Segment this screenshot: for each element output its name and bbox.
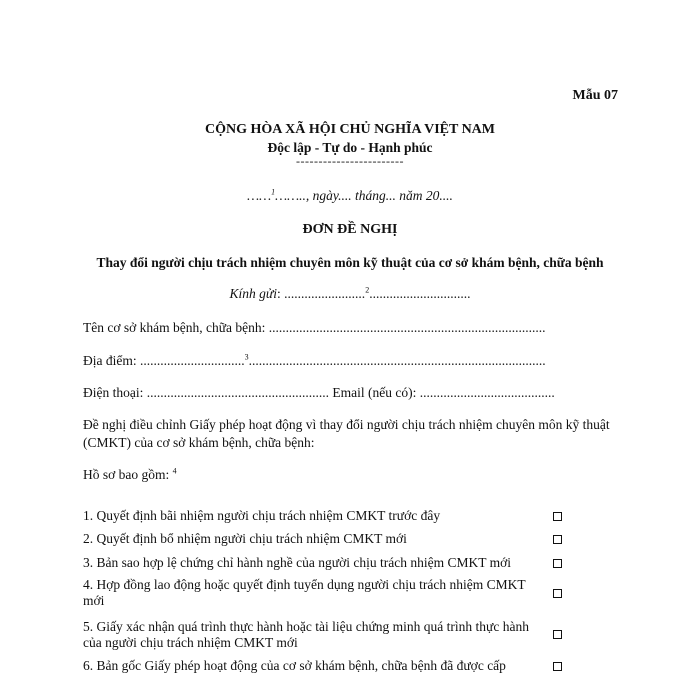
dossier-item-2: 2. Quyết định bổ nhiệm người chịu trách nhiệm CMKT mới <box>83 531 407 546</box>
dateline <box>0 188 700 204</box>
recipient-line <box>0 286 700 302</box>
dossier-item-5: 5. Giấy xác nhận quá trình thực hành hoặc tài liệu chứng minh quá trình thực hành của người chịu trách nhiệm CMKT mới <box>83 619 529 650</box>
footnote-marker-3: 3 <box>244 352 249 362</box>
request-paragraph: Đề nghị điều chỉnh Giấy phép hoạt động vì thay đổi người chịu trách nhiệm chuyên môn kỹ thuật (CMKT) của cơ sở khám bệnh, chữa bệnh: <box>83 417 610 450</box>
address-field <box>83 353 623 369</box>
checkbox-item-2[interactable] <box>553 535 562 544</box>
dossier-label: Hồ sơ bao gồm: <box>83 467 170 482</box>
dossier-item-3: 3. Bản sao hợp lệ chứng chỉ hành nghề của người chịu trách nhiệm CMKT mới <box>83 555 511 570</box>
document-title: ĐƠN ĐỀ NGHỊ <box>302 222 398 237</box>
address-label: Địa điểm: ............................... <box>83 353 245 368</box>
dateline-place: …… <box>247 188 272 203</box>
dossier-heading <box>83 467 623 483</box>
checkbox-item-5[interactable] <box>553 630 562 639</box>
recipient-blank-end: .............................. <box>369 286 471 301</box>
checkbox-item-1[interactable] <box>553 512 562 521</box>
dossier-item-1: 1. Quyết định bãi nhiệm người chịu trách nhiệm CMKT trước đây <box>83 508 441 523</box>
checkbox-item-3[interactable] <box>553 559 562 568</box>
checkbox-item-6[interactable] <box>553 662 562 671</box>
dateline-date: …….., ngày.... tháng... năm 20.... <box>275 188 453 203</box>
footnote-marker-1: 1 <box>271 187 276 197</box>
national-motto: Độc lập - Tự do - Hạnh phúc <box>267 140 433 155</box>
document-subject: Thay đổi người chịu trách nhiệm chuyên môn kỹ thuật của cơ sở khám bệnh, chữa bệnh <box>96 255 604 270</box>
form-code: Mẫu 07 <box>572 88 618 103</box>
footnote-marker-2: 2 <box>365 285 370 295</box>
header-divider: ------------------------ <box>296 154 404 168</box>
dossier-item-4: 4. Hợp đồng lao động hoặc quyết định tuyển dụng người chịu trách nhiệm CMKT mới <box>83 577 526 608</box>
address-blank: ........................................................................................ <box>248 353 546 368</box>
phone-email-field: Điện thoại: ...................................................... Email (nếu có): ........................................ <box>83 385 555 400</box>
recipient-label: Kính gửi <box>229 286 278 301</box>
recipient-blank-start: : ........................ <box>277 286 366 301</box>
facility-name-field: Tên cơ sở khám bệnh, chữa bệnh: .................................................................................. <box>83 320 546 335</box>
footnote-marker-4: 4 <box>172 466 177 476</box>
country-name: CỘNG HÒA XÃ HỘI CHỦ NGHĨA VIỆT NAM <box>204 122 495 137</box>
dossier-item-6: 6. Bản gốc Giấy phép hoạt động của cơ sở khám bệnh, chữa bệnh đã được cấp <box>83 658 506 673</box>
checkbox-item-4[interactable] <box>553 589 562 598</box>
